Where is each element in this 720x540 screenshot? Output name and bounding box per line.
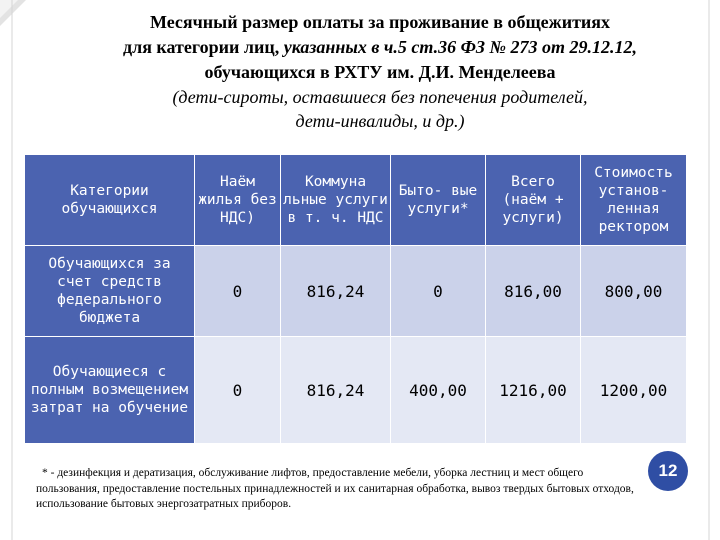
title-line-2-italic: указанных в ч.5 ст.36 ФЗ № 273 от 29.12.12, bbox=[279, 37, 638, 57]
footnote bbox=[36, 466, 636, 513]
title-line-3: обучающихся в РХТУ им. Д.И. Менделеева bbox=[204, 62, 556, 82]
table-cell: 816,00 bbox=[486, 246, 581, 337]
row-category: Обучающиеся с полным возмещением затрат на обучение bbox=[25, 337, 195, 444]
table-cell: 1200,00 bbox=[581, 337, 687, 444]
header-rector-price: Стоимость установ- ленная ректором bbox=[581, 155, 687, 246]
row-category: Обучающихся за счет средств федерального бюджета bbox=[25, 246, 195, 337]
title-line-2 bbox=[60, 35, 700, 60]
title-line-5: дети-инвалиды, и др.) bbox=[295, 111, 465, 131]
page-number-badge: 12 bbox=[648, 451, 688, 491]
table-cell: 400,00 bbox=[391, 337, 486, 444]
header-category: Категории обучающихся bbox=[25, 155, 195, 246]
footnote-text: * - дезинфекция и дератизация, обслуживание лифтов, предоставление мебели, уборка лестниц и мест общего пользования, предоставление постельных принадлежностей и их санитарная обработка, вывоз твердых бытовых отходов, использование бытовых энергозатратных приборов. bbox=[36, 467, 634, 510]
title-line-1: Месячный размер оплаты за проживание в общежитиях bbox=[149, 12, 611, 32]
table-row bbox=[25, 246, 687, 337]
table-cell: 800,00 bbox=[581, 246, 687, 337]
table-row bbox=[25, 337, 687, 444]
table-header-row bbox=[25, 155, 687, 246]
table-cell: 816,24 bbox=[281, 337, 391, 444]
slide-title bbox=[60, 10, 700, 133]
table-cell: 0 bbox=[195, 337, 281, 444]
header-household: Быто- вые услуги* bbox=[391, 155, 486, 246]
title-line-2-bold: для категории лиц, bbox=[122, 37, 280, 57]
table-cell: 0 bbox=[391, 246, 486, 337]
table-cell: 0 bbox=[195, 246, 281, 337]
header-utilities: Коммуна льные услуги в т. ч. НДС bbox=[281, 155, 391, 246]
title-line-4: (дети-сироты, оставшиеся без попечения родителей, bbox=[172, 87, 588, 107]
payment-table bbox=[24, 154, 687, 444]
header-total: Всего (наём + услуги) bbox=[486, 155, 581, 246]
table-cell: 816,24 bbox=[281, 246, 391, 337]
header-rent: Наём жилья без НДС) bbox=[195, 155, 281, 246]
table-cell: 1216,00 bbox=[486, 337, 581, 444]
